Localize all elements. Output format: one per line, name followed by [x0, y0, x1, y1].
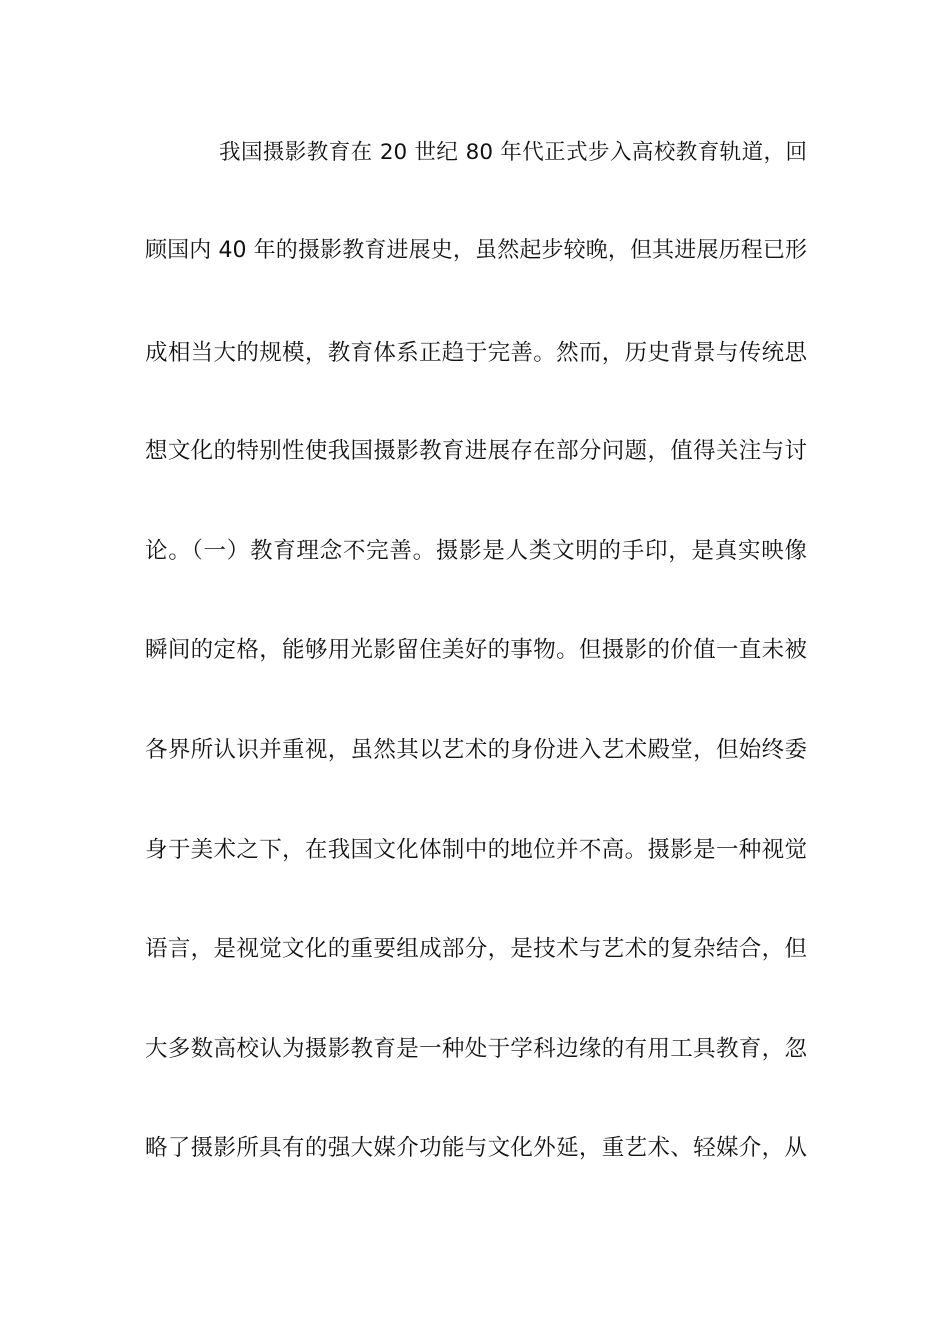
paragraph-line-2: 顾国内 40 年的摄影教育进展史，虽然起步较晚，但其进展历程已形	[145, 238, 807, 263]
paragraph-line-4: 想文化的特别性使我国摄影教育进展存在部分问题，值得关注与讨	[145, 438, 807, 464]
paragraph-line-11: 略了摄影所具有的强大媒介功能与文化外延，重艺术、轻媒介，从	[145, 1135, 807, 1161]
paragraph-line-9: 语言，是视觉文化的重要组成部分，是技术与艺术的复杂结合，但	[145, 936, 807, 962]
paragraph-line-6: 瞬间的定格，能够用光影留住美好的事物。但摄影的价值一直未被	[145, 637, 807, 663]
paragraph-line-5: 论。（一）教育理念不完善。摄影是人类文明的手印，是真实映像	[145, 538, 807, 564]
paragraph-line-8: 身于美术之下，在我国文化体制中的地位并不高。摄影是一种视觉	[145, 837, 807, 863]
paragraph-line-10: 大多数高校认为摄影教育是一种处于学科边缘的有用工具教育，忽	[145, 1036, 807, 1062]
paragraph-line-1: 我国摄影教育在 20 世纪 80 年代正式步入高校教育轨道，回	[219, 140, 807, 165]
paragraph-line-3: 成相当大的规模，教育体系正趋于完善。然而，历史背景与传统思	[145, 340, 807, 366]
paragraph-line-7: 各界所认识并重视，虽然其以艺术的身份进入艺术殿堂，但始终委	[145, 737, 807, 763]
